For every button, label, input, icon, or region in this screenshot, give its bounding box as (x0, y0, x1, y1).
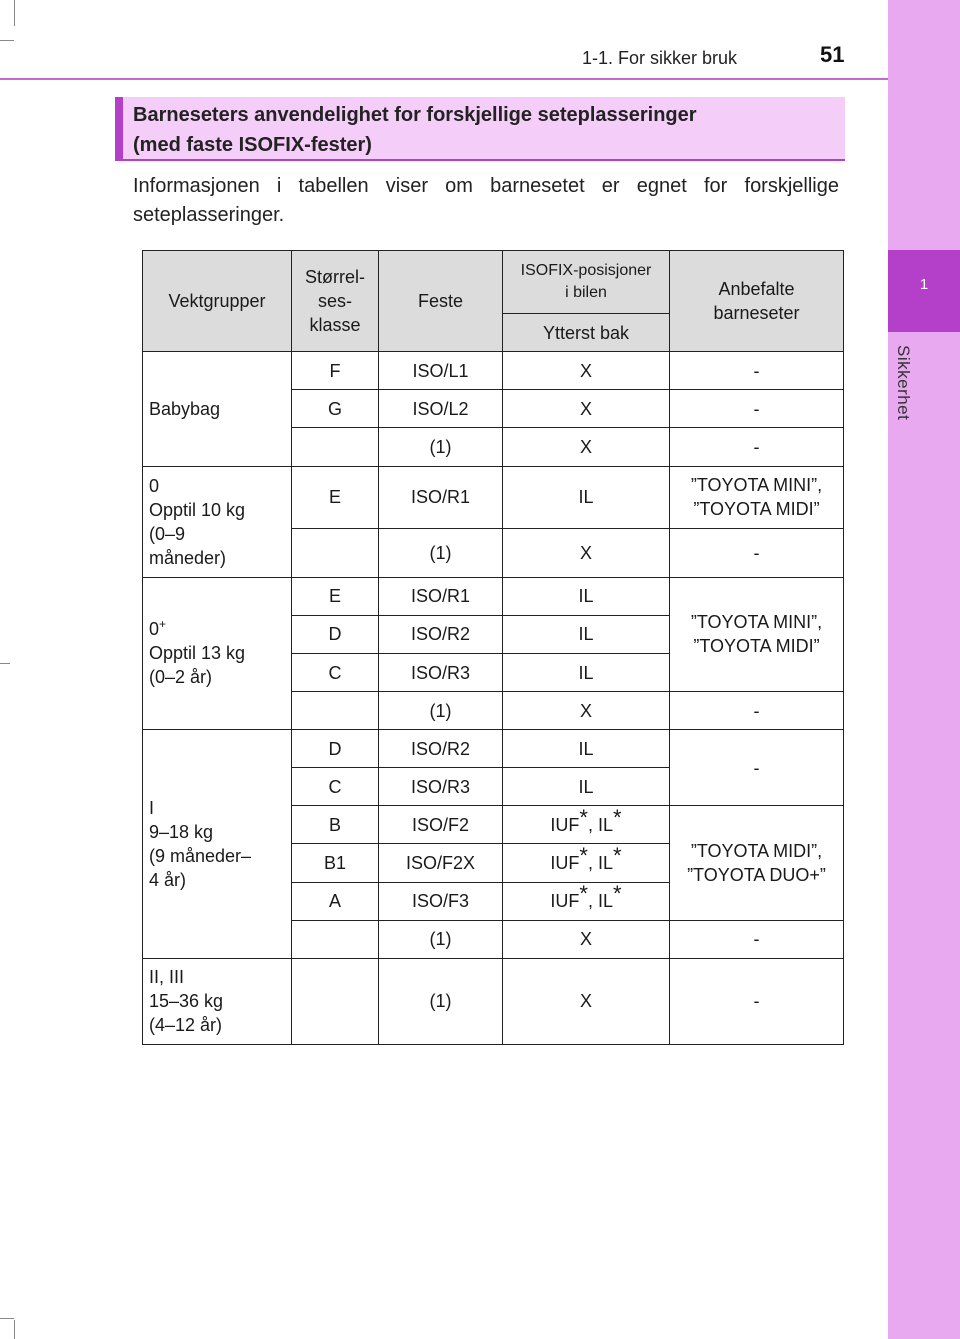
position-iuf: IUF (550, 853, 580, 873)
header-isofix-positions (503, 251, 670, 314)
cell-size: F (292, 352, 379, 390)
cell-position (503, 806, 670, 844)
cell-recommended: - (670, 958, 844, 1044)
page-number: 51 (820, 42, 845, 67)
cell-size (292, 428, 379, 466)
cell-size: E (292, 577, 379, 615)
header-fixture: Feste (379, 251, 503, 352)
header-text-line: ses- (317, 291, 352, 312)
table-row (143, 730, 844, 768)
cell-size (292, 692, 379, 730)
cell-position (503, 882, 670, 920)
header-text-line: Anbefalte (718, 279, 795, 300)
cell-size: D (292, 615, 379, 653)
cell-size: D (292, 730, 379, 768)
cell-fixture: ISO/L2 (379, 390, 503, 428)
cell-size: B1 (292, 844, 379, 882)
cell-fixture: (1) (379, 692, 503, 730)
position-il: , IL (587, 814, 613, 835)
footnote-star: * (613, 843, 622, 868)
cell-size: C (292, 653, 379, 691)
footnote-star: * (579, 804, 588, 830)
cell-position (503, 844, 670, 882)
cell-fixture: ISO/R2 (379, 730, 503, 768)
footnote-star: * (613, 881, 622, 907)
header-weight-group: Vektgrupper (143, 251, 292, 352)
group-text-line: (4–12 år) (149, 1015, 223, 1036)
cell-recommended: - (670, 528, 844, 577)
chapter-tab[interactable] (888, 250, 960, 332)
group-name: 0 (149, 619, 160, 640)
cell-position: IL (503, 577, 670, 615)
cell-fixture: (1) (379, 528, 503, 577)
section-title-line: (med faste ISOFIX-fester) (133, 134, 372, 156)
cell-position: X (503, 390, 670, 428)
rec-line: ”TOYOTA MIDI”, (690, 841, 823, 861)
position-iuf: IUF (550, 891, 580, 912)
cell-recommended: - (670, 730, 844, 806)
cell-position: IL (503, 768, 670, 806)
crop-mark (0, 40, 14, 41)
group-2-3 (143, 958, 292, 1044)
cell-fixture: ISO/R1 (379, 466, 503, 528)
header-text-line: ISOFIX-posisjoner (520, 262, 652, 280)
group-0-plus (143, 577, 292, 729)
cell-position: X (503, 958, 670, 1044)
header-section: 1-1. For sikker bruk (582, 48, 738, 68)
cell-recommended (670, 466, 844, 528)
cell-size: E (292, 466, 379, 528)
cell-position: X (503, 528, 670, 577)
group-superscript: + (159, 617, 167, 632)
cell-position: IL (503, 653, 670, 691)
crop-mark (0, 1318, 14, 1319)
group-text-line: II, III (149, 967, 185, 988)
group-0 (143, 466, 292, 577)
table-row (143, 577, 844, 615)
group-babybag: Babybag (143, 352, 292, 466)
cell-recommended: - (670, 390, 844, 428)
group-text-line: Opptil 13 kg (149, 643, 246, 664)
section-heading-box (115, 97, 845, 161)
cell-fixture: (1) (379, 958, 503, 1044)
crop-mark (14, 1320, 15, 1339)
cell-size: B (292, 806, 379, 844)
group-text-line: måneder) (149, 547, 227, 568)
group-1 (143, 730, 292, 959)
section-title-line: Barneseters anvendelighet for forskjellige seteplasseringer (133, 104, 697, 126)
table-row (143, 466, 844, 528)
rec-line: ”TOYOTA DUO+” (687, 865, 826, 885)
cell-recommended: - (670, 692, 844, 730)
cell-recommended (670, 577, 844, 691)
cell-size (292, 528, 379, 577)
cell-recommended: - (670, 352, 844, 390)
header-size-class (292, 251, 379, 352)
group-text-line: 9–18 kg (149, 821, 214, 842)
rec-line: ”TOYOTA MINI”, (690, 475, 823, 496)
cell-position: X (503, 352, 670, 390)
cell-size: A (292, 882, 379, 920)
header-text-line: Størrel- (305, 267, 365, 288)
footnote-star: * (579, 843, 588, 868)
cell-size: G (292, 390, 379, 428)
chapter-number: 1 (919, 276, 929, 293)
cell-position: IL (503, 466, 670, 528)
cell-size: C (292, 768, 379, 806)
group-text-line: (9 måneder– (149, 845, 252, 866)
cell-size (292, 920, 379, 958)
header-recommended (670, 251, 844, 352)
side-strip (888, 0, 960, 1339)
group-text-line: Opptil 10 kg (149, 499, 246, 520)
cell-fixture: ISO/F2 (379, 806, 503, 844)
intro-paragraph: Informasjonen i tabellen viser om barnesetet er egnet for forskjellige seteplasseringer. (133, 175, 839, 226)
cell-fixture: (1) (379, 428, 503, 466)
cell-position: X (503, 920, 670, 958)
rec-line: ”TOYOTA MINI”, (690, 612, 823, 633)
header-text-line: barneseter (713, 303, 800, 324)
table-row (143, 958, 844, 1044)
group-text-line: 4 år) (149, 869, 187, 890)
cell-size (292, 958, 379, 1044)
cell-fixture: ISO/R2 (379, 615, 503, 653)
cell-fixture: ISO/F2X (379, 844, 503, 882)
header-outer-rear: Ytterst bak (503, 314, 670, 352)
cell-position: IL (503, 730, 670, 768)
cell-position: X (503, 428, 670, 466)
cell-fixture: (1) (379, 920, 503, 958)
cell-recommended: - (670, 920, 844, 958)
rec-line: ”TOYOTA MIDI” (693, 499, 820, 520)
cell-fixture: ISO/R3 (379, 653, 503, 691)
crop-mark (14, 0, 15, 26)
cell-position: IL (503, 615, 670, 653)
table-row (143, 352, 844, 390)
group-text-line: I (149, 797, 155, 818)
position-il: , IL (587, 891, 613, 912)
group-text-line (149, 617, 287, 641)
group-text-line: 0 (149, 475, 160, 496)
cell-fixture: ISO/R1 (379, 577, 503, 615)
cell-fixture: ISO/L1 (379, 352, 503, 390)
isofix-table (142, 250, 844, 1045)
header-text-line: i bilen (565, 284, 607, 302)
rec-line: ”TOYOTA MIDI” (693, 636, 820, 657)
chapter-label: Sikkerhet (894, 345, 913, 421)
cell-recommended: - (670, 428, 844, 466)
footnote-star: * (579, 881, 588, 907)
group-text-line: (0–9 (149, 523, 186, 544)
section-title (133, 100, 835, 160)
cell-fixture: ISO/F3 (379, 882, 503, 920)
header-text-line: klasse (309, 315, 361, 336)
position-il: , IL (587, 853, 613, 873)
crop-mark (0, 663, 10, 664)
cell-position: X (503, 692, 670, 730)
cell-recommended (670, 806, 844, 920)
group-text-line: (0–2 år) (149, 667, 213, 688)
cell-fixture: ISO/R3 (379, 768, 503, 806)
footnote-star: * (613, 804, 622, 830)
group-text-line: 15–36 kg (149, 991, 224, 1012)
position-iuf: IUF (550, 814, 580, 835)
header-divider (0, 78, 888, 80)
